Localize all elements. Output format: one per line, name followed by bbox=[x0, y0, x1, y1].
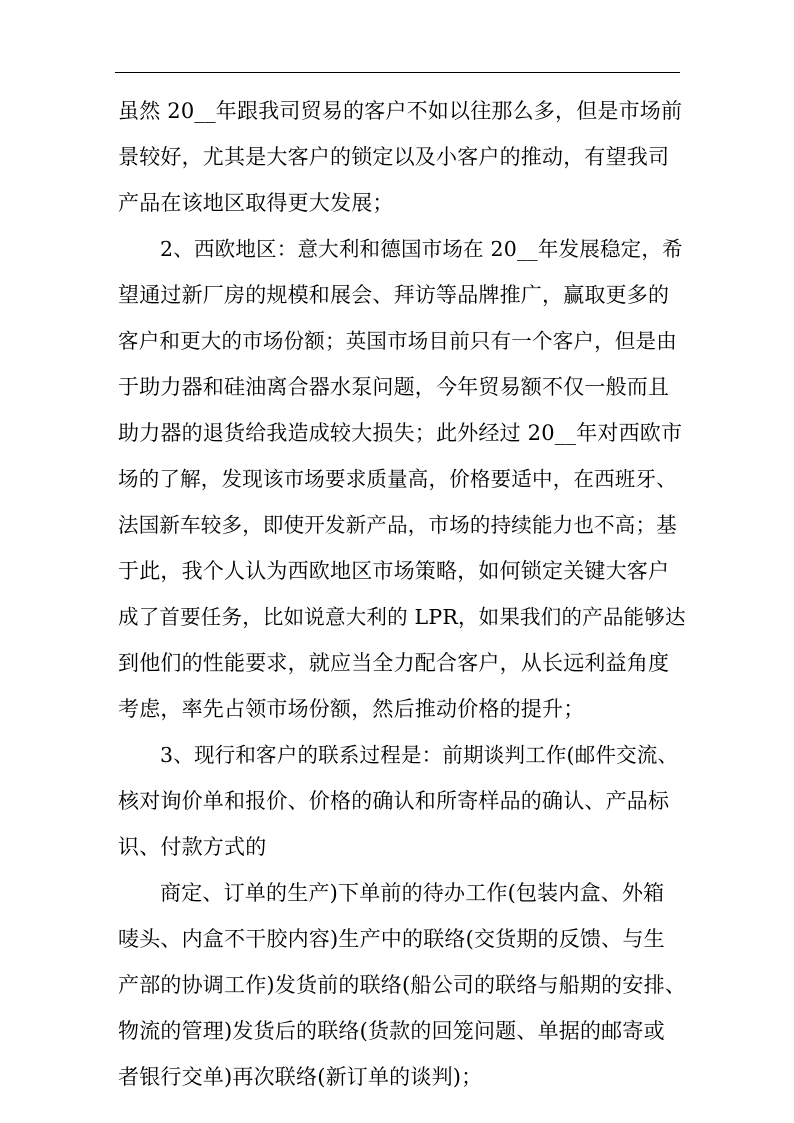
text-line: 法国新车较多，即使开发新产品，市场的持续能力也不高；基 bbox=[118, 513, 677, 537]
text-line: 场的了解，发现该市场要求质量高，价格要适中，在西班牙、 bbox=[118, 467, 677, 491]
document-body bbox=[118, 88, 688, 1100]
text-line: 到他们的性能要求，就应当全力配合客户，从长远利益角度 bbox=[118, 651, 670, 675]
text-line: 识、付款方式的 bbox=[118, 835, 267, 859]
text-line: 唛头、内盒不干胶内容)生产中的联络(交货期的反馈、与生 bbox=[118, 927, 665, 951]
text-line: 3、现行和客户的联系过程是：前期谈判工作(邮件交流、 bbox=[160, 743, 679, 767]
header-rule bbox=[115, 72, 680, 73]
text-line: 产品在该地区取得更大发展； bbox=[118, 191, 394, 215]
text-line: 于助力器和硅油离合器水泵问题，今年贸易额不仅一般而且 bbox=[118, 375, 670, 399]
text-line: 者银行交单)再次联络(新订单的谈判)； bbox=[118, 1065, 483, 1089]
text-line: 景较好，尤其是大客户的锁定以及小客户的推动，有望我司 bbox=[118, 145, 670, 169]
text-line: 于此，我个人认为西欧地区市场策略，如何锁定关键大客户 bbox=[118, 559, 670, 583]
text-line: 产部的协调工作)发货前的联络(船公司的联络与船期的安排、 bbox=[118, 973, 686, 997]
text-line: 核对询价单和报价、价格的确认和所寄样品的确认、产品标 bbox=[118, 789, 670, 813]
text-line: 成了首要任务，比如说意大利的 LPR，如果我们的产品能够达 bbox=[118, 605, 686, 629]
text-line: 商定、订单的生产)下单前的待办工作(包装内盒、外箱 bbox=[160, 881, 665, 905]
text-line: 客户和更大的市场份额；英国市场目前只有一个客户，但是由 bbox=[118, 329, 677, 353]
text-line: 物流的管理)发货后的联络(货款的回笼问题、单据的邮寄或 bbox=[118, 1019, 665, 1043]
text-line: 2、西欧地区：意大利和德国市场在 20__年发展稳定，希 bbox=[160, 237, 683, 261]
text-line: 虽然 20__年跟我司贸易的客户不如以往那么多，但是市场前 bbox=[118, 99, 683, 123]
text-line: 考虑，率先占领市场份额，然后推动价格的提升； bbox=[118, 697, 585, 721]
text-line: 助力器的退货给我造成较大损失；此外经过 20__年对西欧市 bbox=[118, 421, 683, 445]
text-line: 望通过新厂房的规模和展会、拜访等品牌推广，赢取更多的 bbox=[118, 283, 670, 307]
